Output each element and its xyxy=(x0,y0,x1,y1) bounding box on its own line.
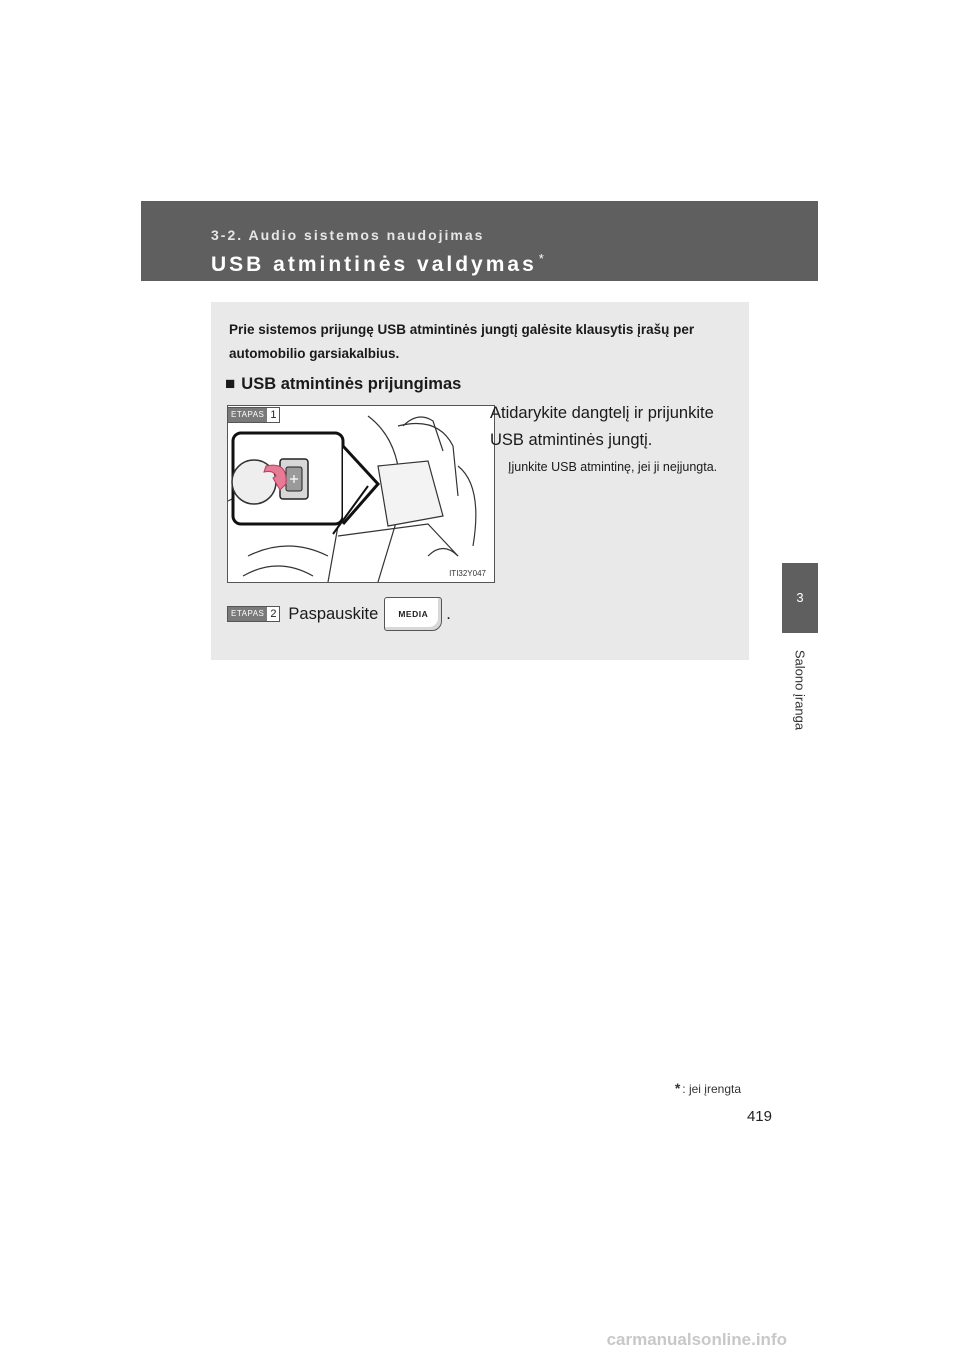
illustration-code: ITI32Y047 xyxy=(449,569,486,578)
step2-row xyxy=(227,596,451,632)
step2-text: Paspauskite xyxy=(288,604,379,623)
media-button-icon: MEDIA xyxy=(384,597,442,631)
content-box xyxy=(211,302,749,660)
footnote-mark: * xyxy=(674,1080,681,1096)
step1-text: Atidarykite dangtelį ir prijunkite USB atmintinės jungtį. xyxy=(490,404,714,449)
step2-badge-word: ETAPAS xyxy=(228,607,267,621)
footnote xyxy=(675,1080,741,1096)
step2-badge-number: 2 xyxy=(270,608,277,620)
step1-badge-number: 1 xyxy=(270,409,277,421)
subheading xyxy=(225,374,461,394)
page-title xyxy=(211,251,547,277)
intro-text: Prie sistemos prijungę USB atmintinės jungtį galėsite klausytis įrašų per automobilio garsiakalbius. xyxy=(229,322,695,361)
usb-port-illustration xyxy=(227,405,495,583)
step1-badge xyxy=(227,407,280,423)
step2-badge xyxy=(227,606,280,622)
header-band xyxy=(141,201,818,281)
footnote-text: : jei įrengta xyxy=(682,1082,741,1096)
step2-period: . xyxy=(446,604,451,623)
chapter-tab-label: Salono įranga xyxy=(792,649,808,731)
console-drawing xyxy=(228,406,494,582)
section-label: 3-2. Audio sistemos naudojimas xyxy=(211,227,485,243)
step1-note: Įjunkite USB atmintinę, jei ji neįjungta. xyxy=(508,460,718,474)
page-number: 419 xyxy=(746,1108,772,1125)
square-bullet-icon: ■ xyxy=(225,374,236,393)
page-title-text: USB atmintinės valdymas xyxy=(211,253,537,276)
subheading-text: USB atmintinės prijungimas xyxy=(241,375,462,393)
title-footnote-mark: * xyxy=(538,251,547,266)
chapter-tab-number: 3 xyxy=(782,563,818,633)
step1-badge-word: ETAPAS xyxy=(228,408,267,422)
watermark: carmanualsonline.info xyxy=(606,1330,787,1349)
